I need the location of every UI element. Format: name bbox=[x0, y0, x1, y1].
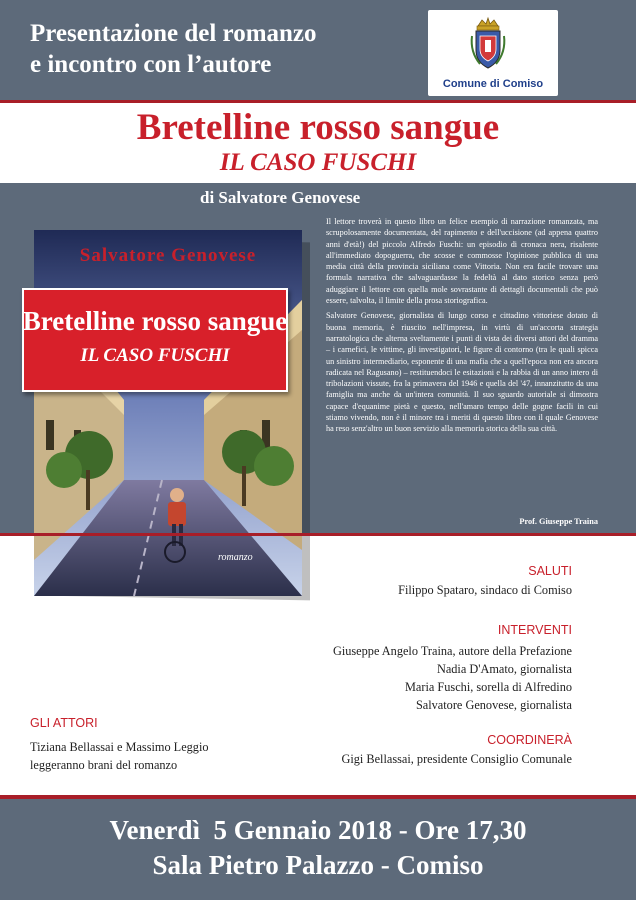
attori-label: GLI ATTORI bbox=[30, 716, 98, 730]
description-paragraph-1: Il lettore troverà in questo libro un felice esempio di narrazione romanzata, ma scrupolosamente documentata, del rapimento e dell'uccisione (ad appena quattro anni d'età!) del piccolo Alfredo Fuschi: un episodio di cronaca nera, risalente all'immediato dopoguerra, che scosse e commosse l'opinione pubblica di una media città della provincia siciliana come Vittoria. Non era facile trovare una formula narrativa che salvaguardasse la fedeltà al dato storico senza però aduggiare il lettore con quella mole sovrastante di dettagli documentali che può essere, talvolta, il limite della prosa storiografica. bbox=[326, 217, 598, 306]
header-title bbox=[30, 18, 410, 80]
list-item: Salvatore Genovese, giornalista bbox=[415, 698, 572, 712]
book-title-box bbox=[22, 288, 288, 392]
header-title-line1: Presentazione del romanzo bbox=[30, 20, 317, 47]
event-venue: Sala Pietro Palazzo - Comiso bbox=[152, 850, 484, 880]
page-title: Bretelline rosso sangue bbox=[136, 107, 500, 148]
header-title-line2: e incontro con l’autore bbox=[30, 51, 272, 78]
description-text bbox=[326, 216, 598, 439]
book-genre: romanzo bbox=[218, 552, 253, 563]
saluti-label: SALUTI bbox=[528, 564, 572, 578]
book-author: Salvatore Genovese bbox=[79, 245, 257, 266]
book-cover bbox=[34, 230, 302, 596]
divider bbox=[0, 533, 636, 536]
attori-line2: leggeranno brani del romanzo bbox=[30, 758, 178, 772]
description-paragraph-2: Salvatore Genovese, giornalista di lungo corso e cittadino vittoriese dotato di buona memoria, è riuscito nell'impresa, in virtù di un'accorta strategia narratologica che alterna sveltamente i punti di vista dei diversi attori del dramma – i carnefici, le vittime, gli investigatori, le figure di contorno (tra le quali spicca un sinistro intermediario, esponente di una mafia che a quell'epoca non era ancora radicata nel Ragusano) – restituendoci le esitazioni e la rabbia di un anno intero di tribolazioni vissute, fra la primavera del 1946 e quella del '47, innanzitutto da una famiglia ma anche da un'intera comunità. Il suo sguardo autoriale si dimostra capace d'equanime pietà e questo, nell'amaro tempo delle gogne facili in cui stiamo vivendo, non è il minore tra i meriti di questo libro con il quale Genovese ha reso senz'altro un buon servizio alla memoria storica della sua città. bbox=[326, 311, 598, 434]
event-date: Venerdì 5 Gennaio 2018 - Ore 17,30 bbox=[109, 815, 527, 845]
logo-caption: Comune di Comiso bbox=[442, 78, 544, 90]
interventi-label: INTERVENTI bbox=[497, 623, 572, 637]
list-item: Maria Fuschi, sorella di Alfredino bbox=[405, 680, 572, 694]
list-item: Giuseppe Angelo Traina, autore della Prefazione bbox=[332, 644, 572, 658]
coat-of-arms-icon bbox=[468, 16, 508, 74]
author-line: di Salvatore Genovese bbox=[200, 188, 361, 207]
description-signature: Prof. Giuseppe Traina bbox=[519, 517, 598, 526]
book-title: Bretelline rosso sangue bbox=[22, 306, 288, 336]
coordinera-label: COORDINERÀ bbox=[487, 733, 572, 747]
book-cover-illustration bbox=[34, 230, 302, 596]
attori-line1: Tiziana Bellassai e Massimo Leggio bbox=[30, 740, 209, 754]
book-subtitle: IL CASO FUSCHI bbox=[80, 345, 230, 366]
list-item: Nadia D'Amato, giornalista bbox=[436, 662, 572, 676]
interventi-list bbox=[250, 642, 572, 714]
divider bbox=[0, 100, 636, 103]
coordinera-text: Gigi Bellassai, presidente Consiglio Comunale bbox=[341, 752, 572, 766]
saluti-text: Filippo Spataro, sindaco di Comiso bbox=[398, 583, 572, 597]
page-subtitle: IL CASO FUSCHI bbox=[219, 149, 417, 176]
